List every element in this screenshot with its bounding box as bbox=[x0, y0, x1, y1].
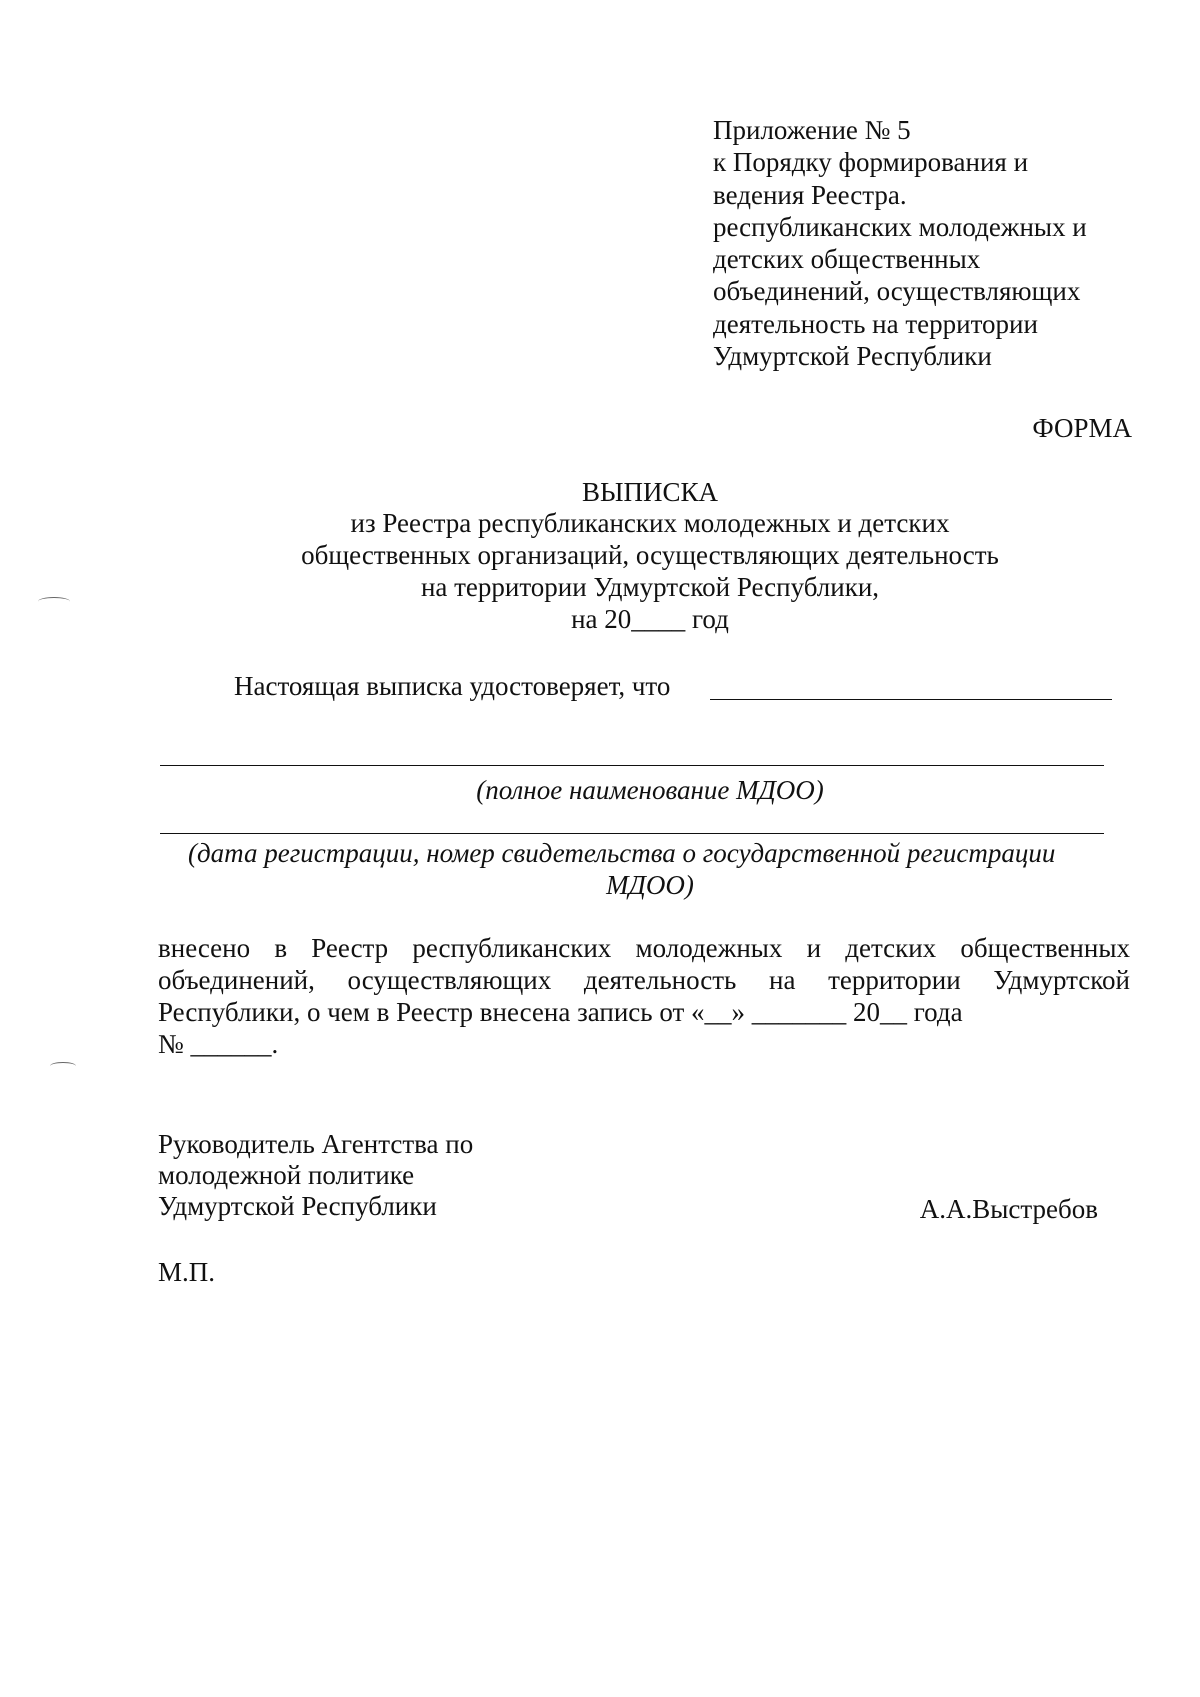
caption-registration: (дата регистрации, номер свидетельства о государственной регистрации bbox=[188, 838, 1056, 868]
body-paragraph bbox=[158, 932, 1130, 1060]
body-word: детских bbox=[845, 933, 937, 963]
heading-line: на 20____ год bbox=[571, 604, 729, 634]
scan-artifact bbox=[38, 597, 70, 606]
heading-line: из Реестра республиканских молодежных и детских bbox=[350, 508, 950, 538]
appendix-line: деятельность на территории bbox=[713, 308, 1038, 339]
org-name-blank-line bbox=[710, 699, 1112, 700]
appendix-line: детских общественных bbox=[713, 244, 981, 275]
registration-blank-line bbox=[160, 833, 1104, 834]
body-word: общественных bbox=[960, 933, 1130, 963]
body-word: на bbox=[769, 965, 796, 995]
appendix-line: к Порядку формирования и bbox=[713, 147, 1029, 178]
appendix-line: объединений, осуществляющих bbox=[713, 276, 1081, 307]
body-word: Реестр bbox=[311, 933, 389, 963]
body-word: в bbox=[274, 933, 288, 963]
body-line: Республики, о чем в Реестр внесена запись от «__» _______ 20__ года bbox=[158, 997, 963, 1027]
body-word: объединений, bbox=[158, 965, 315, 995]
appendix-line: республиканских молодежных и bbox=[713, 211, 1087, 242]
body-line: № ______. bbox=[158, 1029, 279, 1059]
body-word: деятельность bbox=[583, 965, 737, 995]
signatory-line: Руководитель Агентства по bbox=[158, 1129, 474, 1159]
heading-line: на территории Удмуртской Республики, bbox=[420, 572, 880, 602]
body-word: республиканских bbox=[412, 933, 612, 963]
certifies-text: Настоящая выписка удостоверяет, что bbox=[234, 671, 671, 701]
scan-artifact bbox=[50, 1062, 76, 1070]
body-word: территории bbox=[828, 965, 961, 995]
body-word: и bbox=[806, 933, 822, 963]
caption-org-name: (полное наименование МДОО) bbox=[476, 775, 824, 805]
form-label: ФОРМА bbox=[1032, 413, 1132, 443]
appendix-block bbox=[713, 114, 1087, 372]
body-word: молодежных bbox=[635, 933, 783, 963]
org-name-full-line bbox=[160, 765, 1104, 766]
stamp-place-label: М.П. bbox=[158, 1257, 216, 1287]
body-line-justified bbox=[158, 964, 1130, 996]
document-title: ВЫПИСКА bbox=[581, 477, 719, 507]
signatory-line: Удмуртской Республики bbox=[158, 1191, 437, 1221]
body-line-justified bbox=[158, 932, 1130, 964]
body-word: внесено bbox=[158, 933, 251, 963]
appendix-line: Удмуртской Республики bbox=[713, 341, 992, 372]
appendix-line: Приложение № 5 bbox=[713, 115, 911, 145]
body-word: осуществляющих bbox=[347, 965, 552, 995]
signatory-name: А.А.Выстребов bbox=[919, 1194, 1098, 1224]
heading-line: общественных организаций, осуществляющих деятельность bbox=[301, 540, 999, 570]
caption-registration-end: МДОО) bbox=[606, 870, 694, 900]
body-word: Удмуртской bbox=[993, 965, 1130, 995]
signatory-line: молодежной политике bbox=[158, 1160, 415, 1190]
appendix-line: ведения Реестра. bbox=[713, 179, 907, 210]
